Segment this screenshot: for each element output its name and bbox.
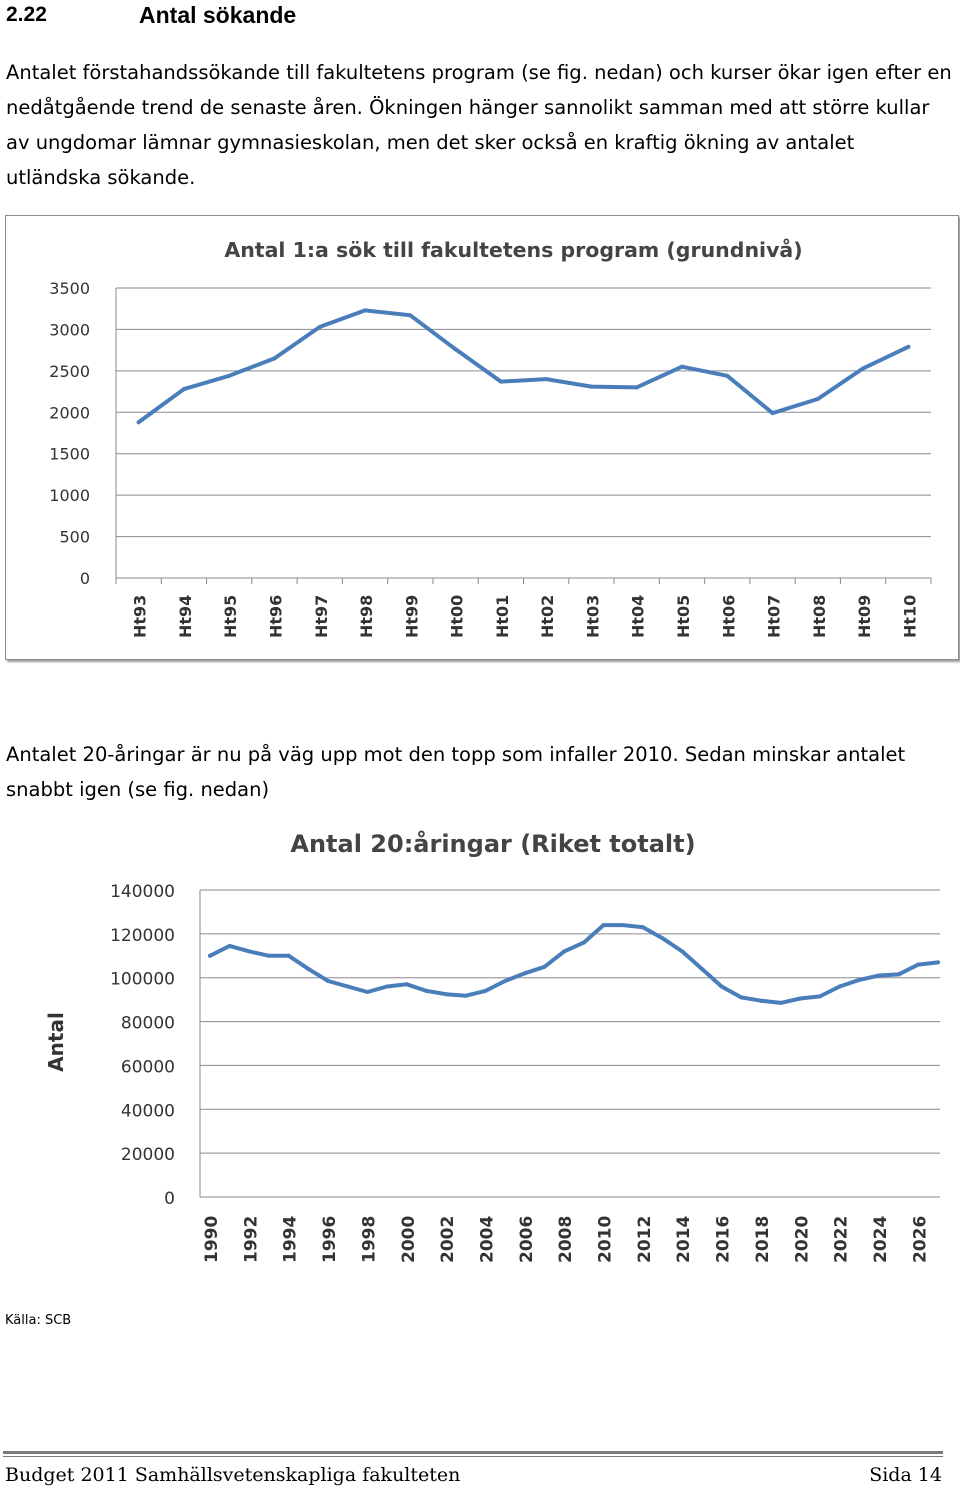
chart2-x-tick-label: 2002 xyxy=(438,1215,459,1263)
chart1-x-tick-label: Ht93 xyxy=(130,594,150,638)
chart1-x-tick-label: Ht05 xyxy=(673,594,693,638)
chart1-data-point xyxy=(861,366,865,370)
chart2-data-point xyxy=(916,963,920,967)
chart2-x-tick-label: 2022 xyxy=(831,1215,852,1263)
chart1-series-line xyxy=(139,310,909,422)
chart1-x-tick-label: Ht06 xyxy=(719,594,739,638)
chart1-y-tick-label: 1000 xyxy=(49,486,90,506)
chart2-y-tick-label: 60000 xyxy=(120,1057,175,1078)
chart1-data-point xyxy=(182,387,186,391)
chart2-data-point xyxy=(621,923,625,927)
chart2-y-tick-label: 40000 xyxy=(120,1101,175,1122)
chart2-data-point xyxy=(720,984,724,988)
chart1-data-point xyxy=(363,308,367,312)
chart2-data-point xyxy=(700,967,704,971)
chart2-x-tick-label: 1996 xyxy=(320,1215,341,1263)
section-number: 2.22 xyxy=(6,3,47,26)
chart2-data-point xyxy=(287,954,291,958)
chart1-data-point xyxy=(499,380,503,384)
chart2-y-tick-label: 20000 xyxy=(120,1145,175,1166)
chart2-data-point xyxy=(503,979,507,983)
chart1-data-point xyxy=(408,313,412,317)
chart1-data-point xyxy=(635,385,639,389)
applicants-chart xyxy=(6,216,958,659)
chart1-data-point xyxy=(137,420,141,424)
chart1-x-tick-label: Ht97 xyxy=(311,594,331,638)
chart1-y-tick-label: 500 xyxy=(59,527,90,547)
chart1-data-point xyxy=(318,325,322,329)
source-note: Källa: SCB xyxy=(5,1313,72,1328)
chart2-y-tick-label: 120000 xyxy=(110,925,175,946)
chart2-data-point xyxy=(759,999,763,1003)
chart1-y-tick-label: 3500 xyxy=(49,279,90,298)
chart1-data-point xyxy=(906,345,910,349)
chart2-x-tick-label: 1990 xyxy=(202,1215,222,1263)
chart2-data-point xyxy=(877,974,881,978)
chart2-x-tick-label: 2014 xyxy=(674,1215,695,1263)
applicants-chart-frame xyxy=(5,215,959,660)
chart1-data-point xyxy=(227,374,231,378)
chart2-data-point xyxy=(464,994,468,998)
twenty-year-olds-chart-wrap xyxy=(0,815,960,1275)
chart2-y-tick-label: 80000 xyxy=(120,1013,175,1034)
chart2-data-point xyxy=(818,994,822,998)
chart1-x-tick-label: Ht04 xyxy=(628,594,648,638)
chart1-data-point xyxy=(544,377,548,381)
chart2-data-point xyxy=(444,992,448,996)
chart2-data-point xyxy=(424,989,428,993)
chart2-data-point xyxy=(267,954,271,958)
chart1-x-tick-label: Ht95 xyxy=(221,594,241,638)
chart1-data-point xyxy=(272,356,276,360)
chart2-data-point xyxy=(228,944,232,948)
chart1-x-tick-label: Ht99 xyxy=(402,594,422,638)
chart1-x-tick-label: Ht03 xyxy=(583,594,603,638)
chart1-x-tick-label: Ht09 xyxy=(855,594,875,638)
chart1-x-tick-label: Ht02 xyxy=(538,594,558,638)
chart2-x-tick-label: 2026 xyxy=(910,1215,931,1263)
footer-document-title: Budget 2011 Samhällsvetenskapliga fakulteten xyxy=(5,1464,461,1486)
chart2-x-tick-label: 2012 xyxy=(634,1215,655,1263)
chart2-data-point xyxy=(897,972,901,976)
chart1-data-point xyxy=(680,365,684,369)
chart2-x-tick-label: 2004 xyxy=(477,1215,498,1263)
intro-paragraph: Antalet förstahandssökande till fakultetens program (se fig. nedan) och kurser ökar igen efter en nedåtgående trend de senaste åren. Ökningen hänger sannolikt samman med att större kullar av ungdomar lämnar gymnasieskolan, men det sker också en kraftig ökning av antalet utländska sökande. xyxy=(6,61,952,189)
chart2-x-tick-label: 1994 xyxy=(280,1215,301,1263)
chart2-series-line xyxy=(210,925,938,1003)
chart2-data-point xyxy=(208,954,212,958)
chart1-data-point xyxy=(589,385,593,389)
chart2-data-point xyxy=(483,989,487,993)
chart2-x-tick-label: 1998 xyxy=(359,1215,380,1263)
chart1-x-tick-label: Ht94 xyxy=(175,594,195,638)
chart1-y-tick-label: 2500 xyxy=(49,361,90,381)
page-footer xyxy=(5,1464,942,1486)
chart1-data-point xyxy=(454,347,458,351)
chart1-x-tick-label: Ht10 xyxy=(900,594,920,638)
chart2-data-point xyxy=(680,949,684,953)
chart1-x-tick-label: Ht07 xyxy=(764,594,784,638)
chart2-x-tick-label: 2016 xyxy=(713,1215,734,1263)
chart2-data-point xyxy=(405,982,409,986)
chart1-y-tick-label: 0 xyxy=(79,569,90,588)
chart2-data-point xyxy=(838,984,842,988)
chart2-data-point xyxy=(385,984,389,988)
chart2-x-tick-label: 2006 xyxy=(516,1215,537,1263)
chart1-y-tick-label: 2000 xyxy=(49,403,90,423)
chart2-data-point xyxy=(582,941,586,945)
chart2-data-point xyxy=(562,949,566,953)
twenty-year-olds-paragraph: Antalet 20-åringar är nu på väg upp mot den topp som infaller 2010. Sedan minskar antalet snabbt igen (se fig. nedan) xyxy=(6,743,906,801)
chart1-data-point xyxy=(771,411,775,415)
chart1-y-tick-label: 1500 xyxy=(49,444,90,464)
chart2-y-tick-label: 100000 xyxy=(110,969,175,990)
footer-page-number: Sida 14 xyxy=(869,1464,942,1486)
chart2-x-tick-label: 2010 xyxy=(595,1215,616,1263)
chart1-y-tick-label: 3000 xyxy=(49,320,90,340)
section-heading xyxy=(6,0,296,30)
chart2-x-tick-label: 2020 xyxy=(792,1215,813,1263)
chart1-x-tick-label: Ht96 xyxy=(266,594,286,638)
chart2-y-axis-label: Antal xyxy=(44,1012,68,1072)
chart1-data-point xyxy=(725,374,729,378)
chart2-x-tick-label: 2000 xyxy=(398,1215,419,1263)
footer-rule-thin xyxy=(3,1456,943,1457)
chart2-data-point xyxy=(523,971,527,975)
chart2-x-tick-label: 2024 xyxy=(870,1215,891,1263)
chart2-y-tick-label: 0 xyxy=(164,1189,175,1209)
chart2-data-point xyxy=(641,925,645,929)
footer-rule-thick xyxy=(3,1451,943,1454)
chart2-data-point xyxy=(326,979,330,983)
chart1-x-tick-label: Ht98 xyxy=(357,594,377,638)
chart2-data-point xyxy=(365,990,369,994)
chart2-data-point xyxy=(542,965,546,969)
section-title: Antal sökande xyxy=(139,1,297,28)
chart2-data-point xyxy=(936,960,940,964)
chart1-x-tick-label: Ht08 xyxy=(809,594,829,638)
chart2-data-point xyxy=(346,984,350,988)
chart1-title: Antal 1:a sök till fakultetens program (grundnivå) xyxy=(224,238,803,262)
chart2-data-point xyxy=(779,1001,783,1005)
chart2-x-tick-label: 2018 xyxy=(752,1215,773,1263)
chart2-data-point xyxy=(306,967,310,971)
chart2-data-point xyxy=(602,923,606,927)
chart2-title: Antal 20:åringar (Riket totalt) xyxy=(290,830,696,858)
chart2-data-point xyxy=(857,978,861,982)
chart2-data-point xyxy=(739,995,743,999)
chart1-x-tick-label: Ht01 xyxy=(492,594,512,638)
chart2-data-point xyxy=(661,936,665,940)
chart1-data-point xyxy=(816,397,820,401)
chart2-data-point xyxy=(798,997,802,1001)
chart2-data-point xyxy=(247,949,251,953)
chart2-x-tick-label: 2008 xyxy=(556,1215,577,1263)
twenty-year-olds-chart xyxy=(0,815,960,1275)
chart2-x-tick-label: 1992 xyxy=(241,1215,262,1263)
chart1-x-tick-label: Ht00 xyxy=(447,594,467,638)
chart2-y-tick-label: 140000 xyxy=(110,882,175,902)
